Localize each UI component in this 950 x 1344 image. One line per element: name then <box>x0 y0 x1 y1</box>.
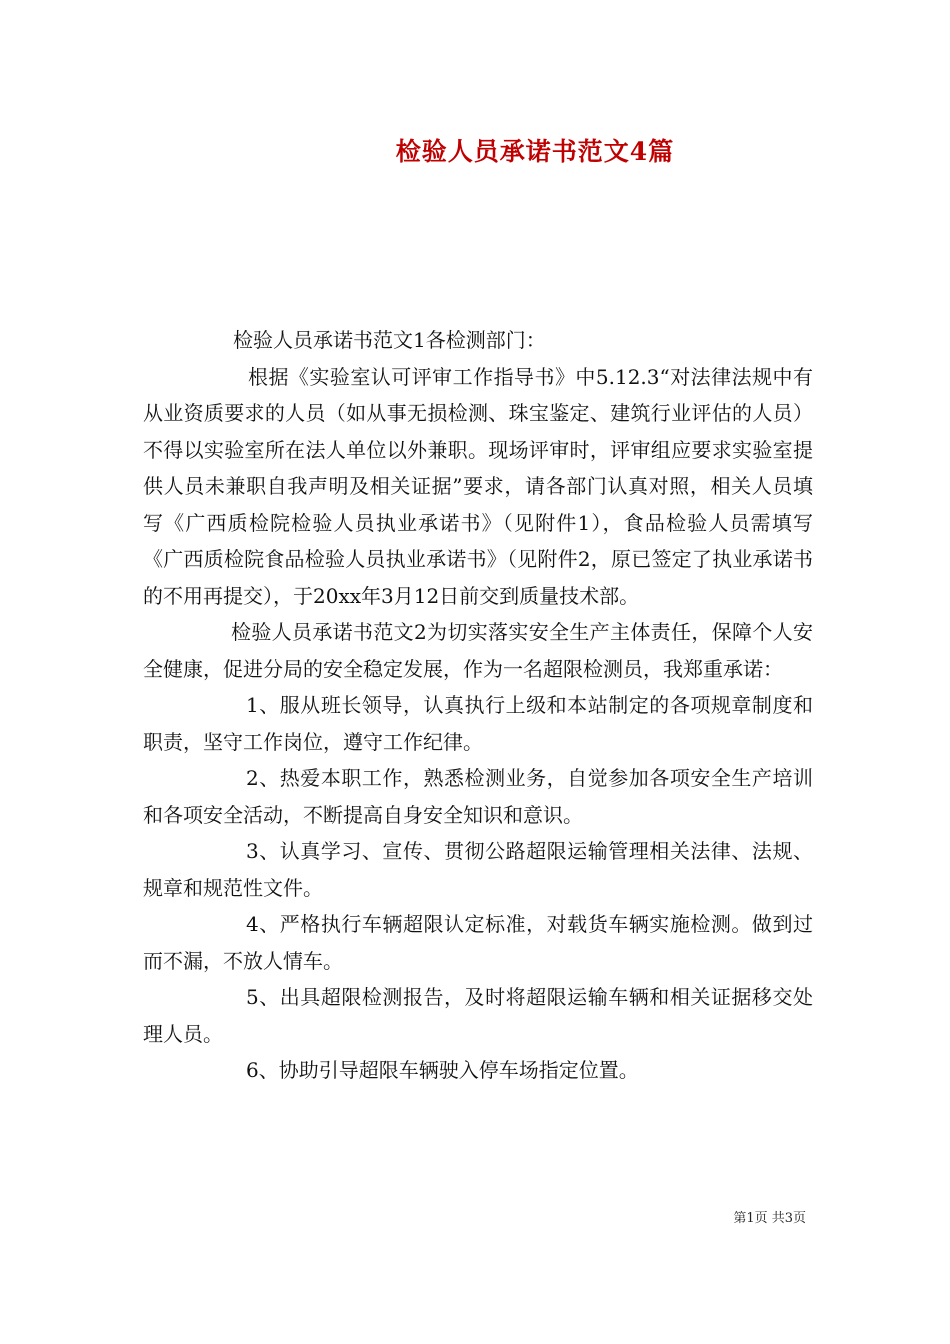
list-item-4: 4、严格执行车辆超限认定标准，对载货车辆实施检测。做到过而不漏，不放人情车。 <box>143 912 813 973</box>
page-number-footer: 第1页 共3页 <box>733 1211 806 1226</box>
paragraph-intro: 检验人员承诺书范文1各检测部门： <box>233 328 546 352</box>
list-item-1: 1、服从班长领导，认真执行上级和本站制定的各项规章制度和职责，坚守工作岗位，遵守工作纪律。 <box>143 693 813 754</box>
list-item-5: 5、出具超限检测报告，及时将超限运输车辆和相关证据移交处理人员。 <box>143 985 813 1046</box>
document-body <box>143 322 813 1089</box>
paragraph-template-2: 检验人员承诺书范文2为切实落实安全生产主体责任，保障个人安全健康，促进分局的安全稳定发展，作为一名超限检测员，我郑重承诺： <box>143 620 813 681</box>
list-item-6: 6、协助引导超限车辆驶入停车场指定位置。 <box>246 1058 639 1082</box>
paragraph-basis: 根据《实验室认可评审工作指导书》中5.12.3“对法律法规中有从业资质要求的人员（如从事无损检测、珠宝鉴定、建筑行业评估的人员）不得以实验室所在法人单位以外兼职。现场评审时，评审组应要求实验室提供人员未兼职自我声明及相关证据”要求，请各部门认真对照，相关人员填写《广西质检院检验人员执业承诺书》（见附件1），食品检验人员需填写《广西质检院食品检验人员执业承诺书》（见附件2，原已签定了执业承诺书的不用再提交），于20xx年3月12日前交到质量技术部。 <box>143 364 813 608</box>
document-title: 检验人员承诺书范文4篇 <box>395 137 675 166</box>
list-item-2: 2、热爱本职工作，熟悉检测业务，自觉参加各项安全生产培训和各项安全活动，不断提高自身安全知识和意识。 <box>143 766 813 827</box>
list-item-3: 3、认真学习、宣传、贯彻公路超限运输管理相关法律、法规、规章和规范性文件。 <box>143 839 813 900</box>
